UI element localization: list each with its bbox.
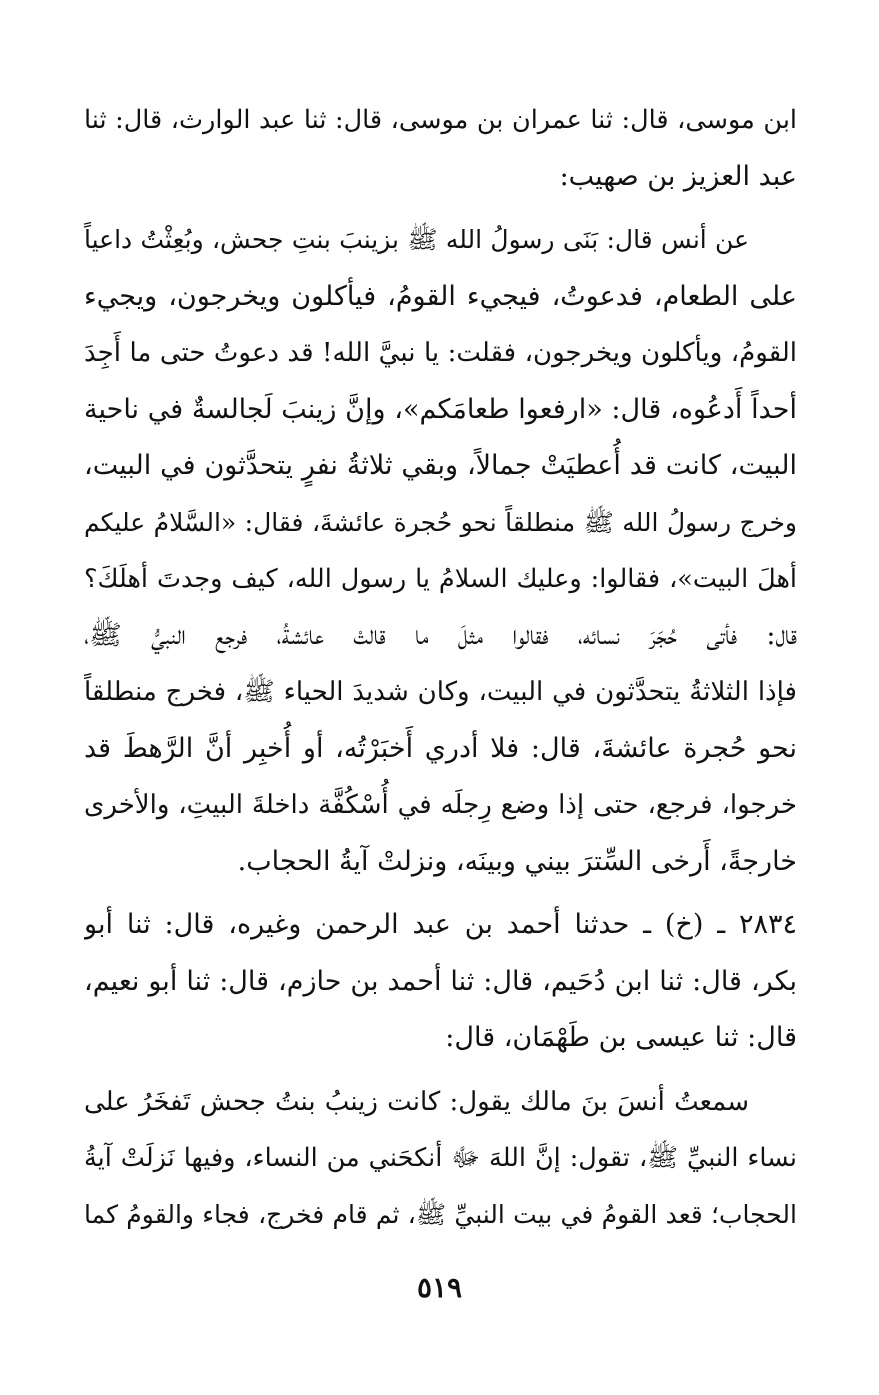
text-line: وخرج رسولُ الله ﷺ منطلقاً نحو حُجرة عائشةَ، فقال: «السَّلامُ عليكم bbox=[84, 507, 797, 537]
text-line: الحجاب؛ قعد القومُ في بيت النبيِّ ﷺ، ثم قام فخرج، فجاء والقومُ كما bbox=[84, 1199, 797, 1229]
text-line: نساء النبيِّ ﷺ، تقول: إنَّ اللهَ ﷻ أنكحَني من النساء، وفيها نَزلَتْ آيةُ bbox=[84, 1143, 797, 1173]
text-line: على الطعام، فدعوتُ، فيجيء القومُ، فيأكلون ويخرجون، ويجيء bbox=[84, 280, 797, 312]
paragraph-hadith-2834-matn bbox=[84, 1074, 797, 1244]
page-number: ٥١٩ bbox=[416, 1271, 463, 1304]
text-line: أحداً أَدعُوه، قال: «ارفعوا طعامَكم»، وإنَّ زينبَ لَجالسةٌ في ناحية bbox=[84, 393, 797, 425]
text-line: عبد العزيز بن صهيب: bbox=[559, 160, 797, 192]
text-line: أهلَ البيت»، فقالوا: وعليك السلامُ يا رسول الله، كيف وجدتَ أهلَكَ؟ bbox=[84, 564, 797, 594]
body-text bbox=[84, 92, 797, 1243]
text-line: خرجوا، فرجع، حتى إذا وضع رِجلَه في أُسْكُفَّة داخلةَ البيتِ، والأخرى bbox=[84, 790, 797, 820]
text-line: سمعتُ أنسَ بنَ مالك يقول: كانت زينبُ بنتُ جحش تَفخَرُ على bbox=[84, 1086, 749, 1117]
text-line: عن أنس قال: بَنَى رسولُ الله ﷺ بزينبَ بنتِ جحش، وبُعِثْتُ داعياً bbox=[84, 225, 749, 254]
paragraph-hadith-2834-isnad bbox=[84, 897, 797, 1067]
text-line: ابن موسى، قال: ثنا عمران بن موسى، قال: ثنا عبد الوارث، قال: ثنا bbox=[84, 105, 797, 135]
text-line: البيت، كانت قد أُعطيَتْ جمالاً، وبقي ثلاثةُ نفرٍ يتحدَّثون في البيت، bbox=[84, 450, 797, 481]
text-line: بكر، قال: ثنا ابن دُحَيم، قال: ثنا أحمد بن حازم، قال: ثنا أبو نعيم، bbox=[84, 965, 797, 997]
text-line: قال: ثنا عيسى بن طَهْمَان، قال: bbox=[445, 1022, 797, 1053]
paragraph-hadith-anas bbox=[84, 212, 797, 890]
text-line: قال: فأتى حُجَرَ نسائه، فقالوا مثلَ ما قالتْ عائشةُ، فرجع النبيُّ ﷺ، bbox=[84, 619, 797, 651]
text-line: القومُ، ويأكلون ويخرجون، فقلت: يا نبيَّ الله! قد دعوتُ حتى ما أَجِدَ bbox=[84, 338, 797, 368]
text-line: فإذا الثلاثةُ يتحدَّثون في البيت، وكان شديدَ الحياء ﷺ، فخرج منطلقاً bbox=[84, 677, 797, 707]
text-line: نحو حُجرة عائشةَ، قال: فلا أدري أَخبَرْتُه، أو أُخبِر أنَّ الرَّهطَ قد bbox=[84, 732, 797, 764]
text-line: ٢٨٣٤ ـ (خ) ـ حدثنا أحمد بن عبد الرحمن وغيره، قال: ثنا أبو bbox=[84, 909, 797, 940]
paragraph-isnad-continuation bbox=[84, 92, 797, 205]
text-line: خارجةً، أَرخى السِّترَ بيني وبينَه، ونزلتْ آيةُ الحجاب. bbox=[237, 845, 797, 877]
